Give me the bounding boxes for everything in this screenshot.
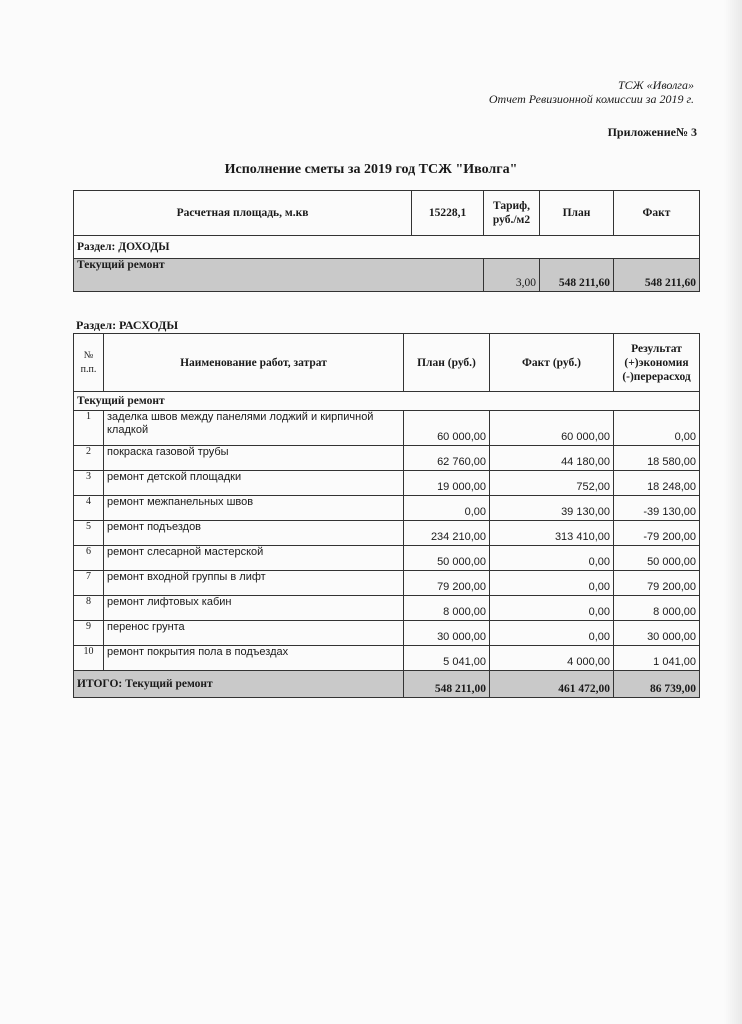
total-fact: 461 472,00 [490,671,614,698]
row-name: перенос грунта [104,621,404,646]
total-result: 86 739,00 [614,671,700,698]
row-name: ремонт покрытия пола в подъездах [104,646,404,671]
row-number: 5 [74,521,104,546]
income-row-name: Текущий ремонт [74,259,484,292]
row-number: 10 [74,646,104,671]
row-result: 1 041,00 [614,646,700,671]
row-fact: 60 000,00 [490,411,614,446]
col-plan-header: План (руб.) [404,334,490,392]
income-section-label: Раздел: ДОХОДЫ [74,236,700,259]
page-title: Исполнение сметы за 2019 год ТСЖ "Иволга" [224,162,518,177]
table-row [74,496,700,521]
income-row-fact: 548 211,60 [614,259,700,292]
expenses-header-row [74,334,700,392]
row-fact: 4 000,00 [490,646,614,671]
total-plan: 548 211,00 [404,671,490,698]
row-fact: 0,00 [490,596,614,621]
row-fact: 313 410,00 [490,521,614,546]
area-label: Расчетная площадь, м.кв [74,191,412,236]
expenses-subsection-row [74,392,700,411]
table-row [74,546,700,571]
expenses-subsection-label: Текущий ремонт [74,392,700,411]
expenses-total-row [74,671,700,698]
table-row [74,471,700,496]
area-value: 15228,1 [412,191,484,236]
row-fact: 39 130,00 [490,496,614,521]
row-fact: 0,00 [490,621,614,646]
row-result: 30 000,00 [614,621,700,646]
row-number: 4 [74,496,104,521]
col-fact-header: Факт (руб.) [490,334,614,392]
row-plan: 19 000,00 [404,471,490,496]
row-result: 8 000,00 [614,596,700,621]
income-data-row [74,259,700,292]
fact-label: Факт [614,191,700,236]
income-section-row [74,236,700,259]
row-fact: 752,00 [490,471,614,496]
table-row [74,411,700,446]
row-result: 0,00 [614,411,700,446]
income-table [73,190,700,292]
row-number: 3 [74,471,104,496]
row-plan: 8 000,00 [404,596,490,621]
row-number: 1 [74,411,104,446]
row-fact: 44 180,00 [490,446,614,471]
row-name: ремонт межпанельных швов [104,496,404,521]
income-row-plan: 548 211,60 [540,259,614,292]
row-number: 9 [74,621,104,646]
expenses-table [73,333,700,698]
table-row [74,596,700,621]
row-plan: 5 041,00 [404,646,490,671]
tariff-label: Тариф, руб./м2 [484,191,540,236]
total-label: ИТОГО: Текущий ремонт [74,671,404,698]
row-result: 50 000,00 [614,546,700,571]
row-plan: 234 210,00 [404,521,490,546]
row-number: 8 [74,596,104,621]
row-name: ремонт входной группы в лифт [104,571,404,596]
row-result: 18 580,00 [614,446,700,471]
row-number: 7 [74,571,104,596]
col-result-header: Результат (+)экономия (-)перерасход [614,334,700,392]
col-num-header: № п.п. [74,334,104,392]
row-name: ремонт детской площадки [104,471,404,496]
appendix-label: Приложение№ 3 [607,125,697,139]
row-result: 79 200,00 [614,571,700,596]
row-plan: 50 000,00 [404,546,490,571]
row-number: 6 [74,546,104,571]
row-number: 2 [74,446,104,471]
row-plan: 79 200,00 [404,571,490,596]
row-result: 18 248,00 [614,471,700,496]
income-header-row [74,191,700,236]
table-row [74,621,700,646]
table-row [74,521,700,546]
plan-label: План [540,191,614,236]
expenses-section-label: Раздел: РАСХОДЫ [76,318,179,332]
report-name: Отчет Ревизионной комиссии за 2019 г. [488,92,694,106]
org-name: ТСЖ «Иволга» [617,78,694,92]
table-row [74,646,700,671]
col-name-header: Наименование работ, затрат [104,334,404,392]
row-name: заделка швов между панелями лоджий и кирпичной кладкой [104,411,404,446]
table-row [74,571,700,596]
row-plan: 60 000,00 [404,411,490,446]
row-name: ремонт подъездов [104,521,404,546]
row-name: ремонт лифтовых кабин [104,596,404,621]
income-row-tariff: 3,00 [484,259,540,292]
row-plan: 62 760,00 [404,446,490,471]
row-fact: 0,00 [490,546,614,571]
scan-edge-shadow [724,0,742,1024]
row-plan: 0,00 [404,496,490,521]
row-result: -79 200,00 [614,521,700,546]
row-name: ремонт слесарной мастерской [104,546,404,571]
row-fact: 0,00 [490,571,614,596]
row-result: -39 130,00 [614,496,700,521]
row-plan: 30 000,00 [404,621,490,646]
row-name: покраска газовой трубы [104,446,404,471]
table-row [74,446,700,471]
